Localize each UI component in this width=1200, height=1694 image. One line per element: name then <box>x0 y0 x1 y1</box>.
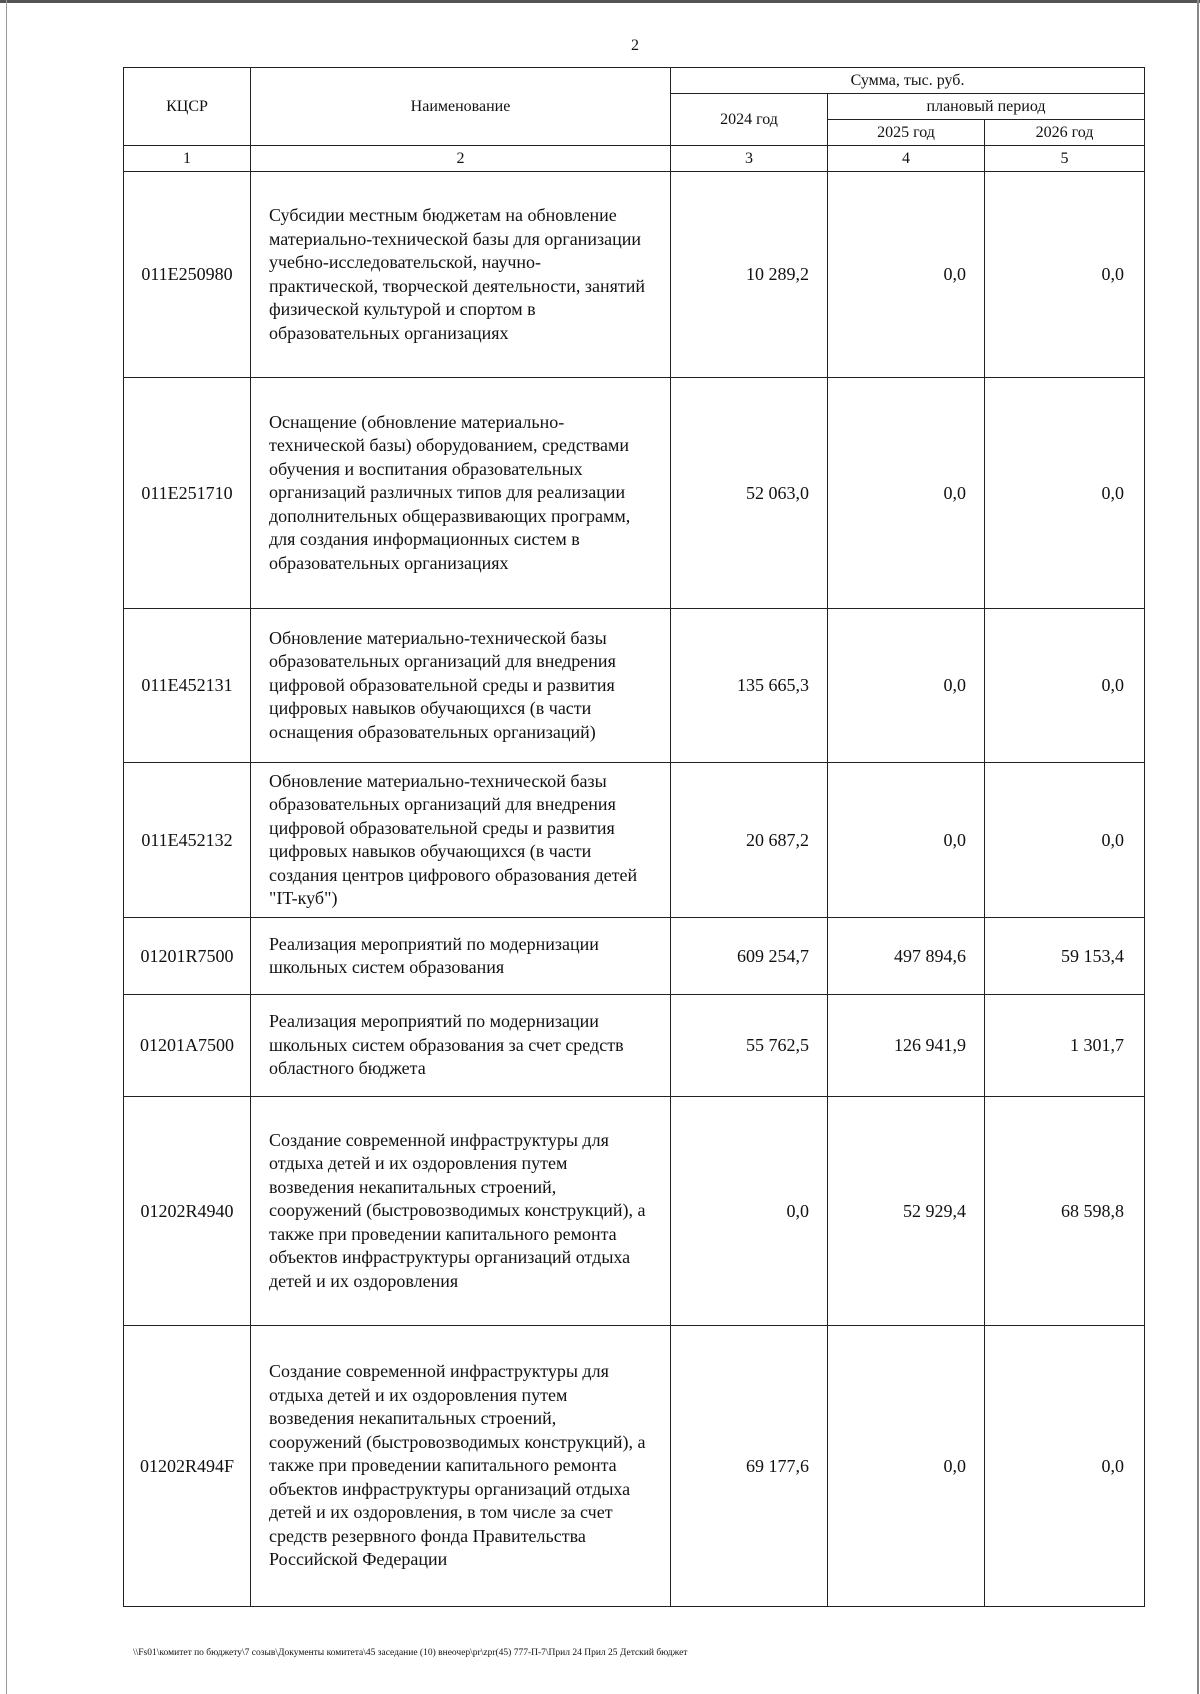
amount-2026: 1 301,7 <box>985 995 1145 1097</box>
column-number: 2 <box>251 146 671 172</box>
item-name <box>251 995 671 1097</box>
table-row <box>124 1097 1145 1326</box>
item-name-line: технической базы) оборудованием, средствами <box>269 435 630 456</box>
item-name <box>251 609 671 763</box>
column-number: 3 <box>671 146 828 172</box>
amount-2025: 126 941,9 <box>828 995 985 1097</box>
item-name-line: цифровых навыков обучающихся (в части <box>269 698 592 719</box>
column-number: 4 <box>828 146 985 172</box>
item-name-line: школьных систем образования за счет средств <box>269 1034 624 1055</box>
item-name-line: образовательных организаций для внедрения <box>269 794 616 814</box>
column-number: 5 <box>985 146 1145 172</box>
budget-table-wrapper <box>123 67 1145 1607</box>
item-name-line: обучения и воспитания образовательных <box>269 458 583 479</box>
amount-2026: 0,0 <box>985 378 1145 609</box>
item-name <box>251 172 671 378</box>
item-name <box>251 1097 671 1326</box>
item-name-line: также при проведении капитального ремонта <box>269 1455 617 1476</box>
item-name-line: организаций различных типов для реализации <box>269 482 626 503</box>
item-name-line: областного бюджета <box>269 1058 426 1079</box>
item-name <box>251 378 671 609</box>
item-name-line: для создания информационных систем в <box>269 529 580 550</box>
item-name-line: Реализация мероприятий по модернизации <box>269 1011 599 1032</box>
header-kcsr: КЦСР <box>124 68 251 146</box>
amount-2026: 59 153,4 <box>985 918 1145 995</box>
item-name-line: образовательных организаций для внедрения <box>269 651 616 672</box>
item-name <box>251 763 671 918</box>
item-name-line: образовательных организациях <box>269 552 509 573</box>
item-name-line: цифровой образовательной среды и развития <box>269 674 615 695</box>
amount-2025: 52 929,4 <box>828 1097 985 1326</box>
item-name-line: Оснащение (обновление материально- <box>269 411 565 432</box>
amount-2024: 10 289,2 <box>671 172 828 378</box>
table-row <box>124 918 1145 995</box>
amount-2025: 497 894,6 <box>828 918 985 995</box>
amount-2025: 0,0 <box>828 1326 985 1607</box>
header-year-2024: 2024 год <box>671 94 828 146</box>
item-name-line: возведения некапитальных строений, <box>269 1176 557 1197</box>
kcsr-code: 011E452132 <box>124 763 251 918</box>
amount-2024: 20 687,2 <box>671 763 828 918</box>
budget-table <box>123 67 1145 1607</box>
table-row <box>124 995 1145 1097</box>
item-name-line: школьных систем образования <box>269 957 505 977</box>
item-name-line: детей и их оздоровления, в том числе за счет <box>269 1502 613 1523</box>
item-name-line: объектов инфраструктуры организаций отдыха <box>269 1478 631 1499</box>
amount-2024: 0,0 <box>671 1097 828 1326</box>
table-row <box>124 378 1145 609</box>
header-sum: Сумма, тыс. руб. <box>671 68 1145 94</box>
item-name-line: дополнительных общеразвивающих программ, <box>269 505 631 526</box>
item-name-line: сооружений (быстровозводимых конструкций), а <box>269 1431 646 1452</box>
amount-2026: 0,0 <box>985 172 1145 378</box>
item-name-line: средств резервного фонда Правительства <box>269 1525 586 1546</box>
amount-2024: 135 665,3 <box>671 609 828 763</box>
item-name-line: Создание современной инфраструктуры для <box>269 1129 609 1150</box>
item-name-line: "IT-куб") <box>269 888 338 908</box>
amount-2024: 609 254,7 <box>671 918 828 995</box>
item-name-line: цифровой образовательной среды и развития <box>269 817 615 838</box>
item-name <box>251 1326 671 1607</box>
amount-2026: 0,0 <box>985 1326 1145 1607</box>
item-name-line: детей и их оздоровления <box>269 1270 459 1291</box>
item-name <box>251 918 671 995</box>
item-name-line: практической, творческой деятельности, занятий <box>269 275 645 296</box>
item-name-line: Создание современной инфраструктуры для <box>269 1361 609 1382</box>
kcsr-code: 01201R7500 <box>124 918 251 995</box>
amount-2024: 55 762,5 <box>671 995 828 1097</box>
item-name-line: отдыха детей и их оздоровления путем <box>269 1153 568 1174</box>
column-number-row <box>124 146 1145 172</box>
item-name-line: объектов инфраструктуры организаций отдыха <box>269 1247 631 1268</box>
amount-2026: 0,0 <box>985 763 1145 918</box>
kcsr-code: 011E250980 <box>124 172 251 378</box>
item-name-line: Обновление материально-технической базы <box>269 770 607 791</box>
item-name-line: оснащения образовательных организаций) <box>269 721 596 742</box>
scan-edge-left <box>6 0 7 1694</box>
item-name-line: создания центров цифрового образования детей <box>269 864 638 885</box>
header-year-2025: 2025 год <box>828 120 985 146</box>
kcsr-code: 01202R494F <box>124 1326 251 1607</box>
amount-2026: 0,0 <box>985 609 1145 763</box>
header-year-2026: 2026 год <box>985 120 1145 146</box>
item-name-line: цифровых навыков обучающихся (в части <box>269 841 592 861</box>
table-row <box>124 1326 1145 1607</box>
item-name-line: учебно-исследовательской, научно- <box>269 252 542 272</box>
header-row-1 <box>124 68 1145 94</box>
amount-2024: 69 177,6 <box>671 1326 828 1607</box>
scan-edge-right <box>1197 0 1199 1694</box>
item-name-line: также при проведении капитального ремонта <box>269 1223 617 1244</box>
amount-2024: 52 063,0 <box>671 378 828 609</box>
amount-2025: 0,0 <box>828 609 985 763</box>
amount-2026: 68 598,8 <box>985 1097 1145 1326</box>
item-name-line: материально-технической базы для организации <box>269 228 641 249</box>
item-name-line: Российской Федерации <box>269 1549 448 1570</box>
amount-2025: 0,0 <box>828 378 985 609</box>
header-name: Наименование <box>251 68 671 146</box>
kcsr-code: 01202R4940 <box>124 1097 251 1326</box>
item-name-line: физической культурой и спортом в <box>269 299 536 319</box>
kcsr-code: 011E452131 <box>124 609 251 763</box>
kcsr-code: 011E251710 <box>124 378 251 609</box>
item-name-line: сооружений (быстровозводимых конструкций), а <box>269 1200 646 1221</box>
item-name-line: образовательных организациях <box>269 322 509 343</box>
item-name-line: Субсидии местным бюджетам на обновление <box>269 205 617 225</box>
item-name-line: отдыха детей и их оздоровления путем <box>269 1384 568 1405</box>
column-number: 1 <box>124 146 251 172</box>
item-name-line: Реализация мероприятий по модернизации <box>269 933 599 954</box>
item-name-line: Обновление материально-технической базы <box>269 627 607 648</box>
table-row <box>124 763 1145 918</box>
amount-2025: 0,0 <box>828 172 985 378</box>
scan-edge-top <box>0 0 1200 3</box>
table-row <box>124 172 1145 378</box>
header-planned-period: плановый период <box>828 94 1145 120</box>
footer-file-path: \\Fs01\комитет по бюджету\7 созыв\Документы комитета\45 заседание (10) внеочер\pr\zpr(45) 777-П-7\Прил 24 Прил 25 Детский бюджет <box>133 1648 688 1658</box>
table-row <box>124 609 1145 763</box>
kcsr-code: 01201A7500 <box>124 995 251 1097</box>
item-name-line: возведения некапитальных строений, <box>269 1408 557 1429</box>
page-number: 2 <box>631 37 639 54</box>
amount-2025: 0,0 <box>828 763 985 918</box>
